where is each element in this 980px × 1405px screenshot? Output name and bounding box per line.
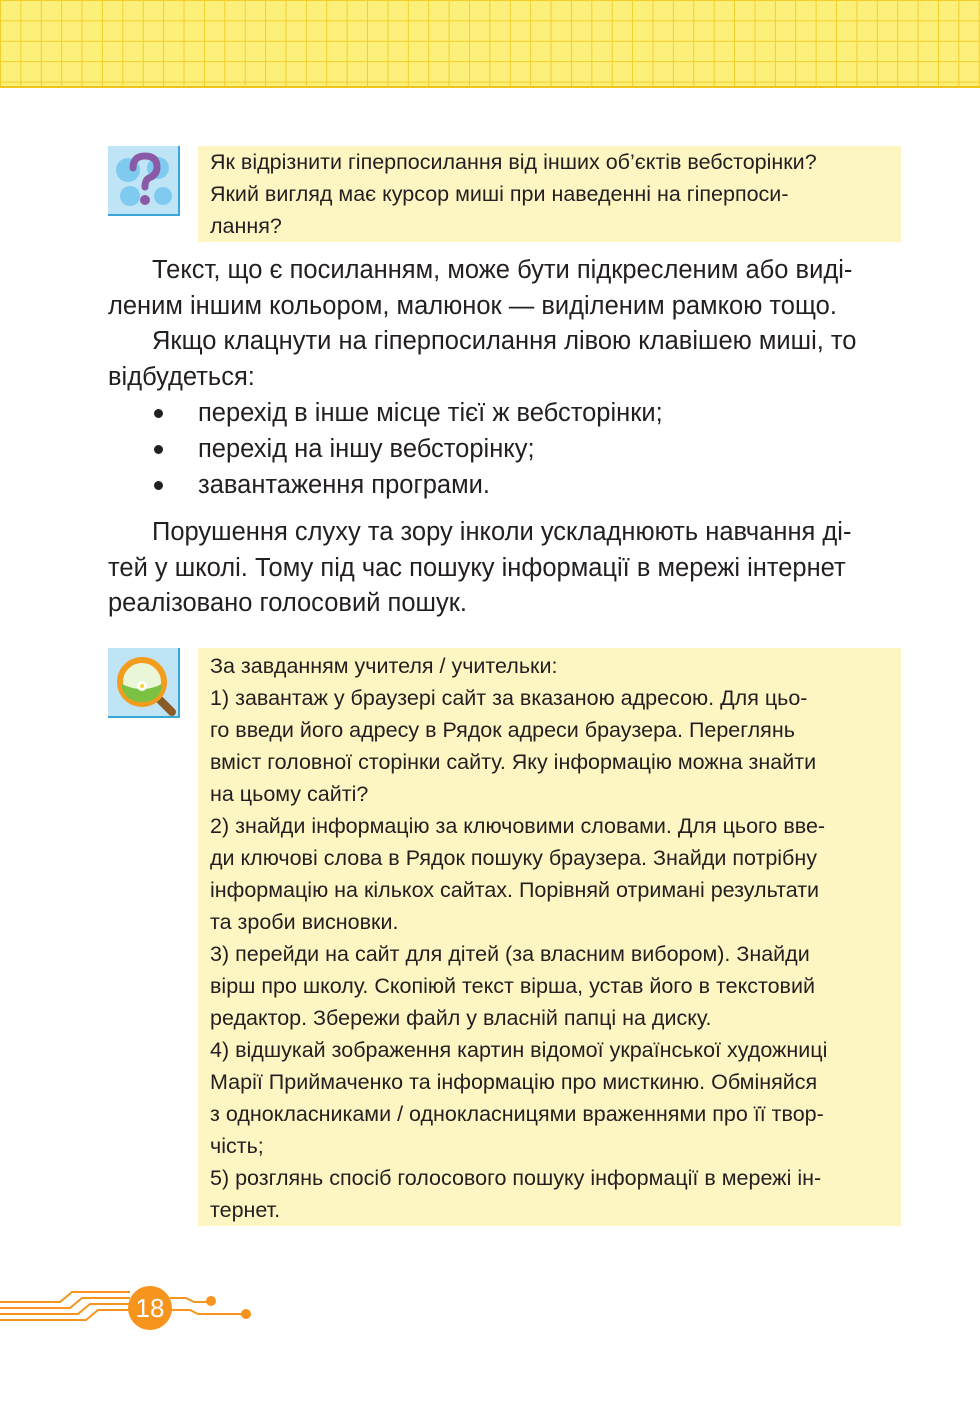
task-line: та зроби висновки. <box>210 910 399 934</box>
paragraph-line: Текст, що є посиланням, може бути підкресленим або виді- <box>152 256 853 284</box>
question-icon-box <box>108 146 180 216</box>
task-line: 2) знайди інформацію за ключовими словами. Для цього вве- <box>210 814 826 838</box>
task-line: на цьому сайті? <box>210 782 369 806</box>
task-line: 1) завантаж у браузері сайт за вказаною адресою. Для цьо- <box>210 686 808 710</box>
task-line: вірш про школу. Скопіюй текст вірша, устав його в текстовий <box>210 974 815 998</box>
task-line: тернет. <box>210 1198 281 1222</box>
bullet-icon <box>154 481 163 490</box>
list-item-label: перехід на іншу вебсторінку; <box>198 435 535 463</box>
question-line: лання? <box>210 214 282 238</box>
paragraph-line: Якщо клацнути на гіперпосилання лівою клавішею миші, то <box>152 327 857 355</box>
task-line: чість; <box>210 1134 264 1158</box>
list-item <box>108 467 908 503</box>
paragraph-1 <box>108 253 902 324</box>
list-item-label: перехід в інше місце тієї ж вебсторінки; <box>198 399 663 427</box>
task-line: Марії Приймаченко та інформацію про мисткиню. Обміняйся <box>210 1070 818 1094</box>
list-item-label: завантаження програми. <box>198 471 490 499</box>
paragraph-2 <box>108 324 902 395</box>
task-line: ди ключові слова в Рядок пошуку браузера. Знайди потрібну <box>210 846 817 870</box>
paragraph-line: відбудеться: <box>108 362 255 391</box>
task-line: інформацію на кількох сайтах. Порівняй отримані результати <box>210 878 820 902</box>
bullet-icon <box>154 409 163 418</box>
list-item <box>108 395 908 431</box>
question-mark-icon <box>108 146 180 216</box>
paragraph-line: леним іншим кольором, малюнок — виділеним рамкою тощо. <box>108 291 837 320</box>
bullet-icon <box>154 445 163 454</box>
top-grid-band <box>0 0 980 88</box>
magnifier-icon <box>108 648 180 718</box>
paragraph-3 <box>108 515 902 622</box>
task-text <box>210 650 888 1226</box>
page-number: 18 <box>135 1293 165 1323</box>
list-item <box>108 431 908 467</box>
paragraph-line: тей у школі. Тому під час пошуку інформації в мережі інтернет <box>108 553 846 582</box>
paragraph-line: реалізовано голосовий пошук. <box>108 589 467 617</box>
task-line: го введи його адресу в Рядок адреси браузера. Переглянь <box>210 718 795 742</box>
task-line: з однокласниками / однокласницями враженнями про її твор- <box>210 1102 824 1126</box>
task-line: 4) відшукай зображення картин відомої української художниці <box>210 1038 828 1062</box>
question-line: Як відрізнити гіперпосилання від інших об’єктів вебсторінки? <box>210 150 817 174</box>
paragraph-line: Порушення слуху та зору інколи ускладнюють навчання ді- <box>152 518 852 546</box>
task-line: За завданням учителя / учительки: <box>210 654 558 678</box>
question-text <box>210 146 890 242</box>
question-line: Який вигляд має курсор миші при наведенні на гіперпоси- <box>210 182 789 206</box>
task-line: вміст головної сторінки сайту. Яку інформацію можна знайти <box>210 750 817 774</box>
task-line: редактор. Збережи файл у власній папці на диску. <box>210 1006 712 1030</box>
task-line: 3) перейди на сайт для дітей (за власним вибором). Знайди <box>210 942 810 966</box>
task-icon-box <box>108 648 180 718</box>
task-line: 5) розглянь спосіб голосового пошуку інформації в мережі ін- <box>210 1166 822 1190</box>
